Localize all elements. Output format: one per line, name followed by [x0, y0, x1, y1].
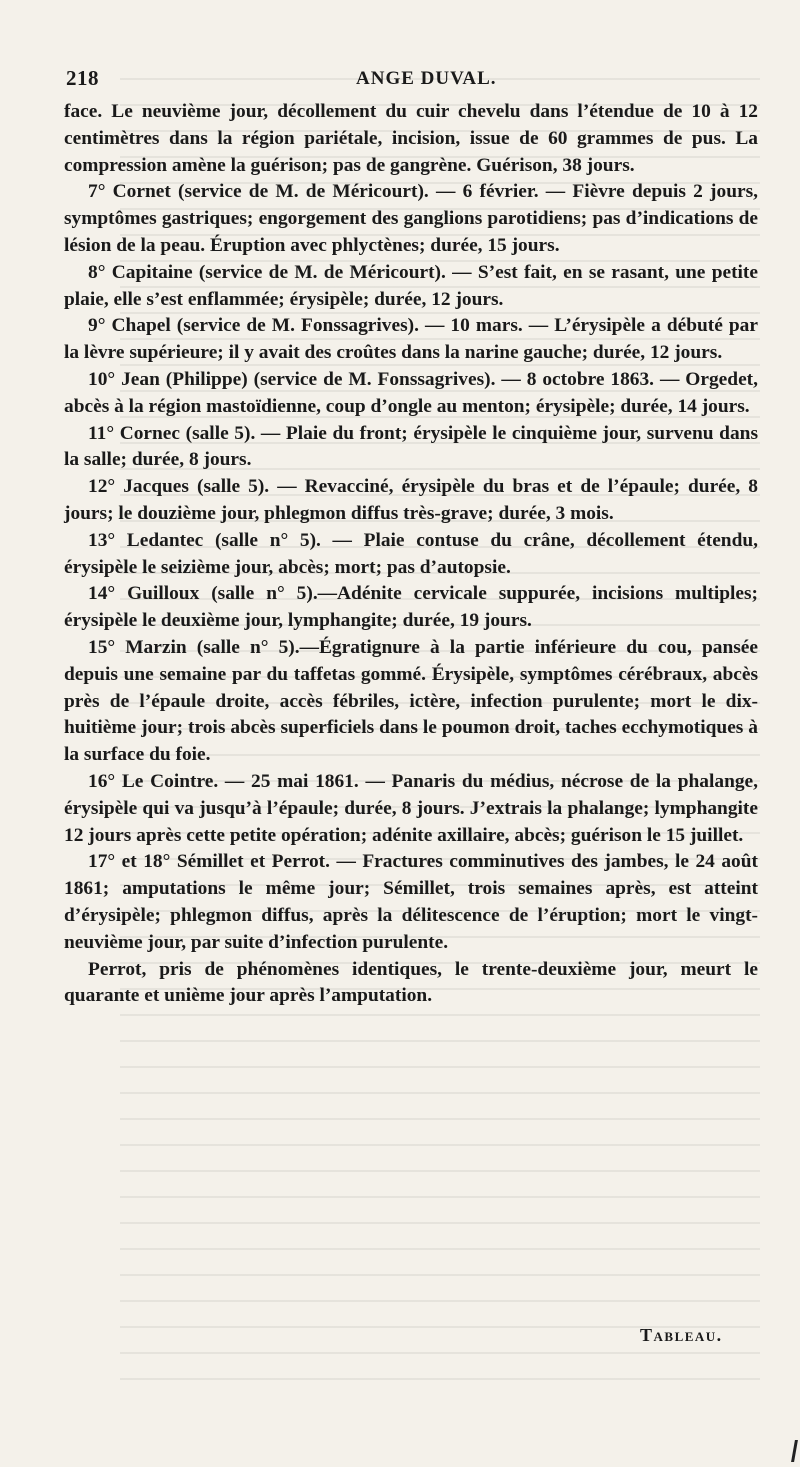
paragraph: 15° Marzin (salle n° 5).—Égratignure à la partie inférieure du cou, pansée depuis une semaine par du taffetas gommé. Érysipèle, symptômes cérébraux, abcès près de l’épaule droite, accès fébriles, ictère, infection purulente; mort le dix-huitième jour; trois abcès superficiels dans le poumon droit, taches ecchymotiques à la surface du foie.	[64, 636, 758, 766]
running-head: ANGE DUVAL.	[356, 68, 497, 89]
paragraph: 17° et 18° Sémillet et Perrot. — Fractures comminutives des jambes, le 24 août 1861; amputations le même jour; Sémillet, trois semaines après, est atteint d’érysipèle; phlegmon diffus, après la délitescence de l’éruption; mort le vingt-neuvième jour, par suite d’infection purulente.	[64, 851, 758, 953]
paragraph: 12° Jacques (salle 5). — Revacciné, érysipèle du bras et de l’épaule; durée, 8 jours; le douzième jour, phlegmon diffus très-grave; durée, 3 mois.	[64, 476, 758, 524]
body-text	[64, 99, 758, 1010]
paragraph: 8° Capitaine (service de M. de Méricourt). — S’est fait, en se rasant, une petite plaie, elle s’est enflammée; érysipèle; durée, 12 jours.	[64, 261, 758, 310]
paragraph: 13° Ledantec (salle n° 5). — Plaie contuse du crâne, décollement étendu, érysipèle le seizième jour, abcès; mort; pas d’autopsie.	[64, 529, 758, 578]
page-number: 218	[66, 66, 99, 90]
paragraph: 16° Le Cointre. — 25 mai 1861. — Panaris du médius, nécrose de la phalange, érysipèle qui va jusqu’à l’épaule; durée, 8 jours. J’extrais la phalange; lymphangite 12 jours après cette petite opération; adénite axillaire, abcès; guérison le 15 juillet.	[64, 770, 758, 846]
paragraph: 11° Cornec (salle 5). — Plaie du front; érysipèle le cinquième jour, survenu dans la salle; durée, 8 jours.	[64, 422, 758, 471]
page-header	[66, 66, 756, 94]
paragraph: Perrot, pris de phénomènes identiques, le trente-deuxième jour, meurt le quarante et unième jour après l’amputation.	[64, 958, 758, 1007]
paragraph: 14° Guilloux (salle n° 5).—Adénite cervicale suppurée, incisions multiples; érysipèle le deuxième jour, lymphangite; durée, 19 jours.	[64, 583, 758, 632]
paragraph: 9° Chapel (service de M. Fonssagrives). — 10 mars. — L’érysipèle a débuté par la lèvre supérieure; il y avait des croûtes dans la narine gauche; durée, 12 jours.	[64, 315, 758, 364]
paragraph: 7° Cornet (service de M. de Méricourt). — 6 février. — Fièvre depuis 2 jours, symptômes gastriques; engorgement des ganglions parotidiens; pas d’indications de lésion de la peau. Éruption avec phlyctènes; durée, 15 jours.	[64, 181, 758, 256]
paragraph: 10° Jean (Philippe) (service de M. Fonssagrives). — 8 octobre 1863. — Orgedet, abcès à la région mastoïdienne, coup d’ongle au menton; érysipèle; durée, 14 jours.	[64, 368, 758, 417]
catchword: Tableau.	[640, 1325, 723, 1345]
scan-edge-mark	[791, 1440, 798, 1462]
paragraph: face. Le neuvième jour, décollement du cuir chevelu dans l’étendue de 10 à 12 centimètres dans la région pariétale, incision, issue de 60 grammes de pus. La compression amène la guérison; pas de gangrène. Guérison, 38 jours.	[64, 101, 758, 176]
